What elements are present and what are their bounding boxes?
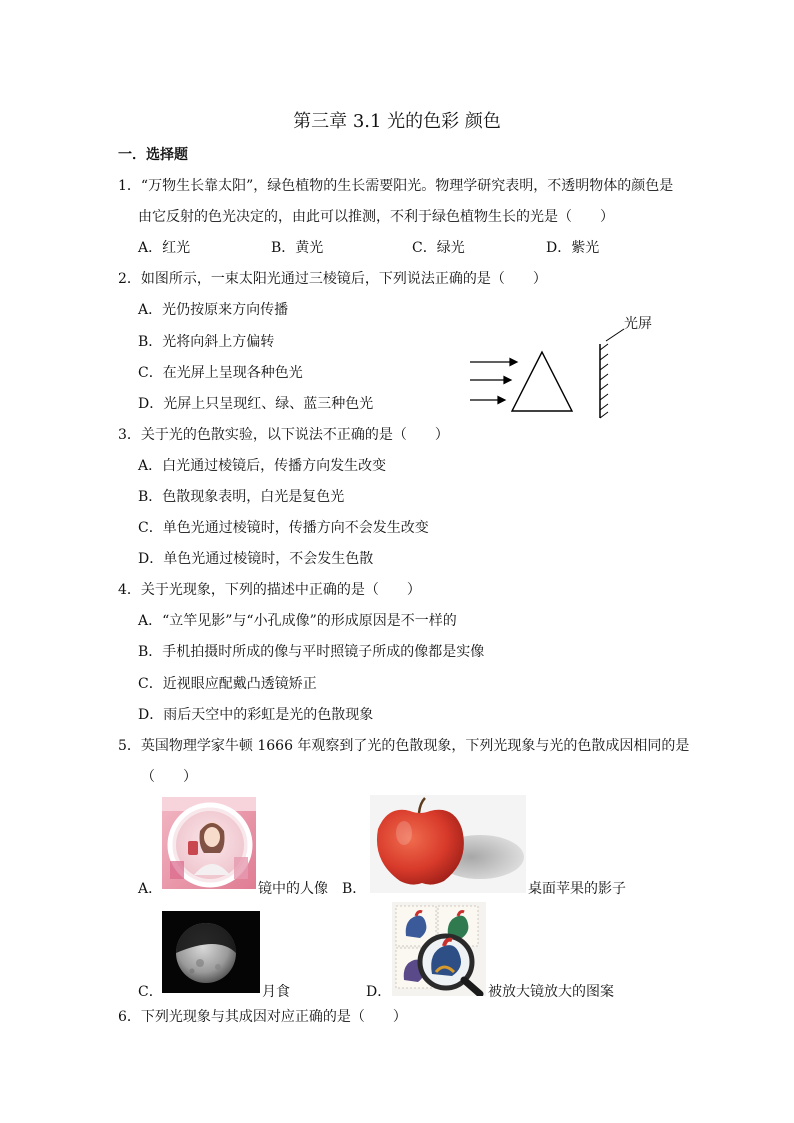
magnifier-stamps-image: [392, 902, 486, 996]
q1-option-b: B．黄光: [271, 240, 324, 256]
q5-option-b-caption: 桌面苹果的影子: [528, 881, 626, 897]
q1-stem-line1: 1．“万物生长靠太阳”，绿色植物的生长需要阳光。物理学研究表明，不透明物体的颜色是: [118, 178, 674, 194]
q3-option-c: C．单色光通过棱镜时，传播方向不会发生改变: [138, 520, 429, 536]
q5-option-b-letter: B．: [342, 881, 367, 897]
prism-shape: [512, 352, 572, 411]
q1-option-a: A．红光: [138, 240, 191, 256]
q5-option-c-letter: C．: [138, 984, 163, 1000]
q6-stem: 6．下列光现象与其成因对应正确的是（ ）: [118, 1009, 407, 1025]
q4-option-a: A．“立竿见影”与“小孔成像”的形成原因是不一样的: [138, 613, 457, 629]
prism-diagram: [466, 310, 676, 425]
q5-option-d-letter: D．: [366, 984, 392, 1000]
q1-stem-line2: 由它反射的色光决定的，由此可以推测，不利于绿色植物生长的光是（ ）: [138, 209, 614, 225]
q3-option-b: B．色散现象表明，白光是复色光: [138, 489, 345, 505]
q5-stem-line2: （ ）: [141, 769, 197, 785]
q2-option-a: A．光仍按原来方向传播: [138, 302, 289, 318]
q2-option-c: C．在光屏上呈现各种色光: [138, 365, 303, 381]
lunar-eclipse-image: [162, 911, 260, 993]
q5-stem-line1: 5．英国物理学家牛顿 1666 年观察到了光的色散现象，下列光现象与光的色散成因相同的是: [118, 738, 690, 754]
q5-option-c-caption: 月食: [262, 984, 290, 1000]
q2-option-d: D．光屏上只呈现红、绿、蓝三种色光: [138, 396, 374, 412]
q4-option-c: C．近视眼应配戴凸透镜矫正: [138, 676, 317, 692]
q4-option-b: B．手机拍摄时所成的像与平时照镜子所成的像都是实像: [138, 644, 485, 660]
q3-stem: 3．关于光的色散实验，以下说法不正确的是（ ）: [118, 427, 449, 443]
light-rays: [470, 359, 517, 404]
q1-option-c: C．绿光: [412, 240, 465, 256]
section-heading: 一．选择题: [118, 147, 188, 163]
q3-option-a: A．白光通过棱镜后，传播方向发生改变: [138, 458, 387, 474]
q2-option-b: B．光将向斜上方偏转: [138, 334, 275, 350]
q5-option-d-caption: 被放大镜放大的图案: [488, 984, 614, 1000]
screen-label: 光屏: [624, 316, 652, 332]
q2-stem: 2．如图所示，一束太阳光通过三棱镜后，下列说法正确的是（ ）: [118, 271, 547, 287]
q4-stem: 4．关于光现象，下列的描述中正确的是（ ）: [118, 582, 421, 598]
q3-option-d: D．单色光通过棱镜时，不会发生色散: [138, 551, 374, 567]
page-title: 第三章 3.1 光的色彩 颜色: [293, 111, 501, 132]
q5-option-a-letter: A．: [138, 881, 163, 897]
mirror-portrait-image: [162, 797, 256, 889]
q4-option-d: D．雨后天空中的彩虹是光的色散现象: [138, 707, 374, 723]
apple-shadow-image: [370, 795, 526, 893]
q5-option-a-caption: 镜中的人像: [258, 881, 328, 897]
q1-option-d: D．紫光: [546, 240, 600, 256]
